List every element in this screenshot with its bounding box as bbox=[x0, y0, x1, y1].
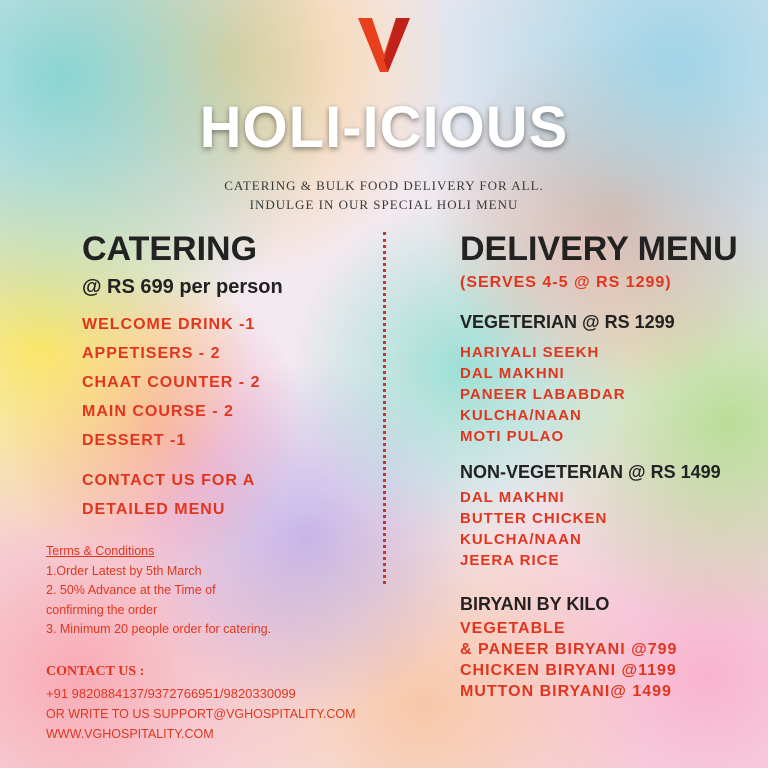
list-item: VEGETABLE bbox=[460, 620, 566, 637]
veg-items bbox=[460, 342, 626, 447]
v-logo-icon bbox=[352, 14, 416, 74]
delivery-serves: (SERVES 4-5 @ RS 1299) bbox=[460, 274, 672, 291]
list-item: MOTI PULAO bbox=[460, 428, 565, 445]
contact-phones[interactable]: +91 9820884137/9372766951/9820330099 bbox=[46, 686, 296, 701]
subtitle-line: CATERING & BULK FOOD DELIVERY FOR ALL. bbox=[224, 178, 544, 193]
terms-line: 3. Minimum 20 people order for catering. bbox=[46, 622, 272, 636]
terms-line: 2. 50% Advance at the Time of bbox=[46, 583, 216, 597]
list-item: CHAAT COUNTER - 2 bbox=[82, 374, 261, 391]
page-title: HOLI-ICIOUS bbox=[199, 95, 569, 160]
terms-heading: Terms & Conditions bbox=[46, 544, 155, 558]
list-item: CHICKEN BIRYANI @1199 bbox=[460, 662, 677, 679]
catering-contact-note bbox=[82, 466, 255, 524]
list-item: HARIYALI SEEKH bbox=[460, 344, 600, 361]
contact-note-line: CONTACT US FOR A bbox=[82, 472, 256, 489]
list-item: MAIN COURSE - 2 bbox=[82, 403, 234, 420]
biryani-heading: BIRYANI BY KILO bbox=[460, 594, 610, 614]
list-item: MUTTON BIRYANI@ 1499 bbox=[460, 683, 672, 700]
biryani-items bbox=[460, 618, 677, 702]
catering-items bbox=[82, 310, 260, 455]
contact-heading: CONTACT US : bbox=[46, 664, 145, 679]
list-item: BUTTER CHICKEN bbox=[460, 510, 608, 527]
veg-heading: VEGETERIAN @ RS 1299 bbox=[460, 312, 675, 332]
nonveg-heading: NON-VEGETERIAN @ RS 1499 bbox=[460, 462, 721, 482]
list-item: PANEER LABABDAR bbox=[460, 386, 626, 403]
catering-heading: CATERING bbox=[82, 230, 258, 268]
terms-line: 1.Order Latest by 5th March bbox=[46, 563, 202, 578]
list-item: DAL MAKHNI bbox=[460, 365, 565, 382]
terms-section bbox=[46, 542, 271, 640]
column-divider bbox=[383, 232, 386, 584]
list-item: KULCHA/NAAN bbox=[460, 407, 582, 424]
contact-note-line: DETAILED MENU bbox=[82, 501, 226, 518]
list-item: KULCHA/NAAN bbox=[460, 531, 582, 548]
list-item: WELCOME DRINK -1 bbox=[82, 316, 256, 333]
contact-email-line[interactable]: OR WRITE TO US SUPPORT@VGHOSPITALITY.COM bbox=[46, 707, 356, 721]
list-item: DAL MAKHNI bbox=[460, 489, 565, 506]
website-link[interactable]: WWW.VGHOSPITALITY.COM bbox=[46, 727, 214, 741]
terms-line: confirming the order bbox=[46, 602, 158, 617]
list-item: & PANEER BIRYANI @799 bbox=[460, 641, 678, 658]
nonveg-items bbox=[460, 487, 607, 571]
page-subtitle bbox=[0, 176, 768, 214]
delivery-heading: DELIVERY MENU bbox=[460, 230, 738, 268]
catering-price: @ RS 699 per person bbox=[82, 276, 283, 298]
list-item: DESSERT -1 bbox=[82, 432, 187, 449]
subtitle-line: INDULGE IN OUR SPECIAL HOLI MENU bbox=[249, 197, 519, 212]
list-item: JEERA RICE bbox=[460, 552, 560, 569]
list-item: APPETISERS - 2 bbox=[82, 345, 221, 362]
